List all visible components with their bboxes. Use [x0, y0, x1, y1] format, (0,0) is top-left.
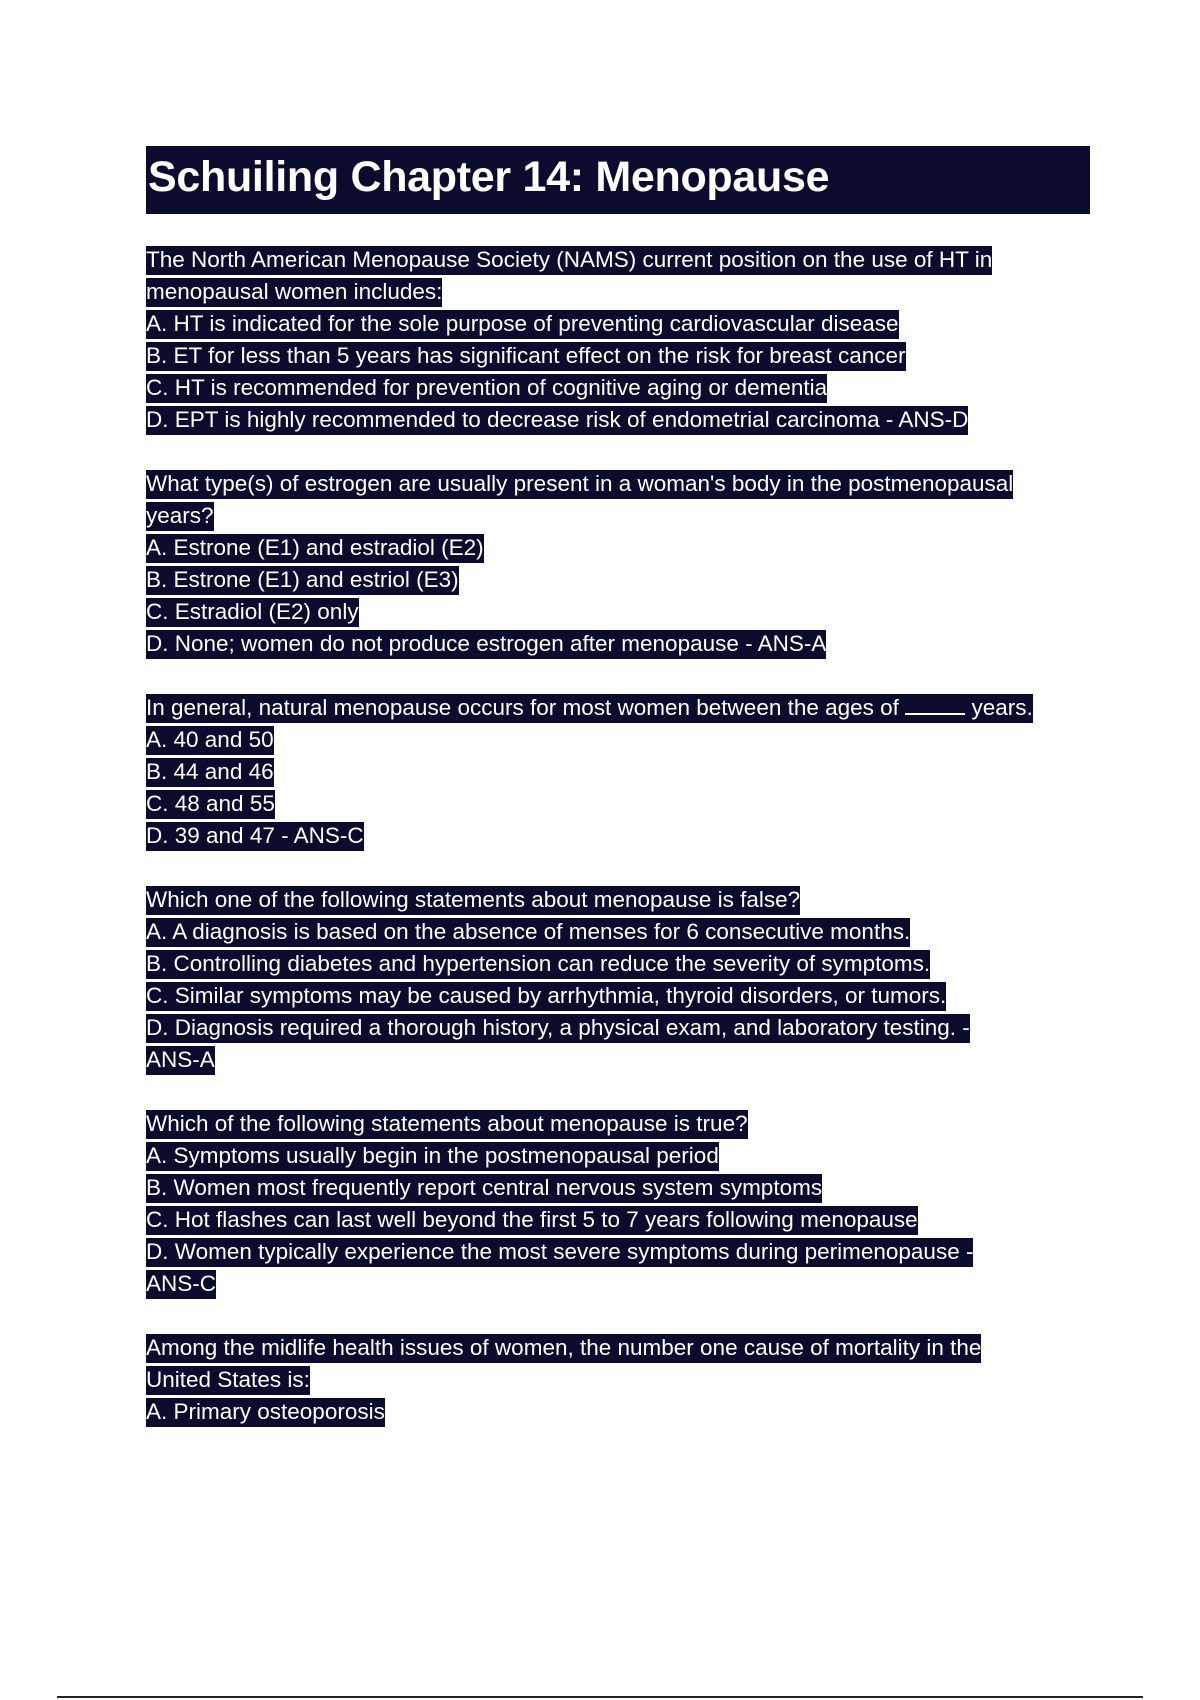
- question-stem-line: [146, 1364, 1090, 1396]
- text-highlight: Which of the following statements about menopause is true?: [146, 1110, 748, 1139]
- question-stem-line: [146, 884, 1090, 916]
- text-highlight: A. A diagnosis is based on the absence of menses for 6 consecutive months.: [146, 918, 910, 947]
- text-highlight: United States is:: [146, 1366, 310, 1395]
- text-highlight: A. Estrone (E1) and estradiol (E2): [146, 534, 484, 563]
- answer-option: [146, 308, 1090, 340]
- text-highlight: C. Similar symptoms may be caused by arrhythmia, thyroid disorders, or tumors.: [146, 982, 946, 1011]
- text-highlight: B. Women most frequently report central nervous system symptoms: [146, 1174, 822, 1203]
- text-highlight: C. 48 and 55: [146, 790, 275, 819]
- answer-option: [146, 820, 1090, 852]
- text-highlight: D. Women typically experience the most severe symptoms during perimenopause -: [146, 1238, 973, 1267]
- answer-option: [146, 372, 1090, 404]
- answer-option: [146, 980, 1090, 1012]
- question-block: [146, 1332, 1090, 1428]
- question-stem-line: [146, 1332, 1090, 1364]
- answer-option: [146, 404, 1090, 436]
- question-stem-line: [146, 468, 1090, 500]
- text-highlight: A. 40 and 50: [146, 726, 274, 755]
- question-stem-line: [146, 1108, 1090, 1140]
- answer-option: [146, 1204, 1090, 1236]
- question-stem-line: [146, 692, 1090, 724]
- fill-in-blank: [905, 713, 965, 715]
- answer-key: [146, 1044, 1090, 1076]
- text-highlight: A. Symptoms usually begin in the postmenopausal period: [146, 1142, 719, 1171]
- text-highlight: What type(s) of estrogen are usually present in a woman's body in the postmenopausal: [146, 470, 1013, 499]
- answer-option: [146, 596, 1090, 628]
- text-highlight: ANS-A: [146, 1046, 215, 1075]
- answer-option: [146, 1012, 1090, 1044]
- answer-key: [146, 1268, 1090, 1300]
- answer-option: [146, 724, 1090, 756]
- text-highlight: B. Estrone (E1) and estriol (E3): [146, 566, 459, 595]
- text-highlight: Among the midlife health issues of women, the number one cause of mortality in the: [146, 1334, 981, 1363]
- answer-option: [146, 948, 1090, 980]
- text-highlight: The North American Menopause Society (NAMS) current position on the use of HT in: [146, 246, 992, 275]
- question-list: [146, 244, 1090, 1428]
- text-highlight: D. None; women do not produce estrogen after menopause - ANS-A: [146, 630, 826, 659]
- question-stem-line: [146, 244, 1090, 276]
- answer-option: [146, 1172, 1090, 1204]
- question-stem-line: [146, 500, 1090, 532]
- answer-option: [146, 628, 1090, 660]
- text-highlight: D. 39 and 47 - ANS-C: [146, 822, 364, 851]
- answer-option: [146, 340, 1090, 372]
- text-highlight: [146, 694, 1033, 723]
- answer-option: [146, 916, 1090, 948]
- text-highlight: B. 44 and 46: [146, 758, 274, 787]
- answer-option: [146, 1236, 1090, 1268]
- text-highlight: D. EPT is highly recommended to decrease risk of endometrial carcinoma - ANS-D: [146, 406, 968, 435]
- question-block: [146, 244, 1090, 436]
- answer-option: [146, 788, 1090, 820]
- question-block: [146, 884, 1090, 1076]
- answer-option: [146, 532, 1090, 564]
- answer-option: [146, 1396, 1090, 1428]
- footer-divider: [57, 1696, 1143, 1698]
- stem-text: years.: [971, 695, 1033, 720]
- text-highlight: A. Primary osteoporosis: [146, 1398, 385, 1427]
- title-banner: [146, 146, 1090, 214]
- question-block: [146, 468, 1090, 660]
- text-highlight: years?: [146, 502, 214, 531]
- document-page: [146, 146, 1090, 1460]
- text-highlight: B. ET for less than 5 years has significant effect on the risk for breast cancer: [146, 342, 906, 371]
- answer-option: [146, 564, 1090, 596]
- document-title: Schuiling Chapter 14: Menopause: [148, 153, 830, 201]
- answer-option: [146, 1140, 1090, 1172]
- question-stem-line: [146, 276, 1090, 308]
- text-highlight: Which one of the following statements about menopause is false?: [146, 886, 800, 915]
- text-highlight: C. HT is recommended for prevention of cognitive aging or dementia: [146, 374, 827, 403]
- question-block: [146, 1108, 1090, 1300]
- answer-option: [146, 756, 1090, 788]
- text-highlight: B. Controlling diabetes and hypertension can reduce the severity of symptoms.: [146, 950, 930, 979]
- text-highlight: A. HT is indicated for the sole purpose of preventing cardiovascular disease: [146, 310, 899, 339]
- text-highlight: D. Diagnosis required a thorough history, a physical exam, and laboratory testing. -: [146, 1014, 970, 1043]
- text-highlight: C. Estradiol (E2) only: [146, 598, 359, 627]
- text-highlight: menopausal women includes:: [146, 278, 442, 307]
- text-highlight: C. Hot flashes can last well beyond the first 5 to 7 years following menopause: [146, 1206, 918, 1235]
- question-block: [146, 692, 1090, 852]
- stem-text: In general, natural menopause occurs for most women between the ages of: [146, 695, 899, 720]
- text-highlight: ANS-C: [146, 1270, 216, 1299]
